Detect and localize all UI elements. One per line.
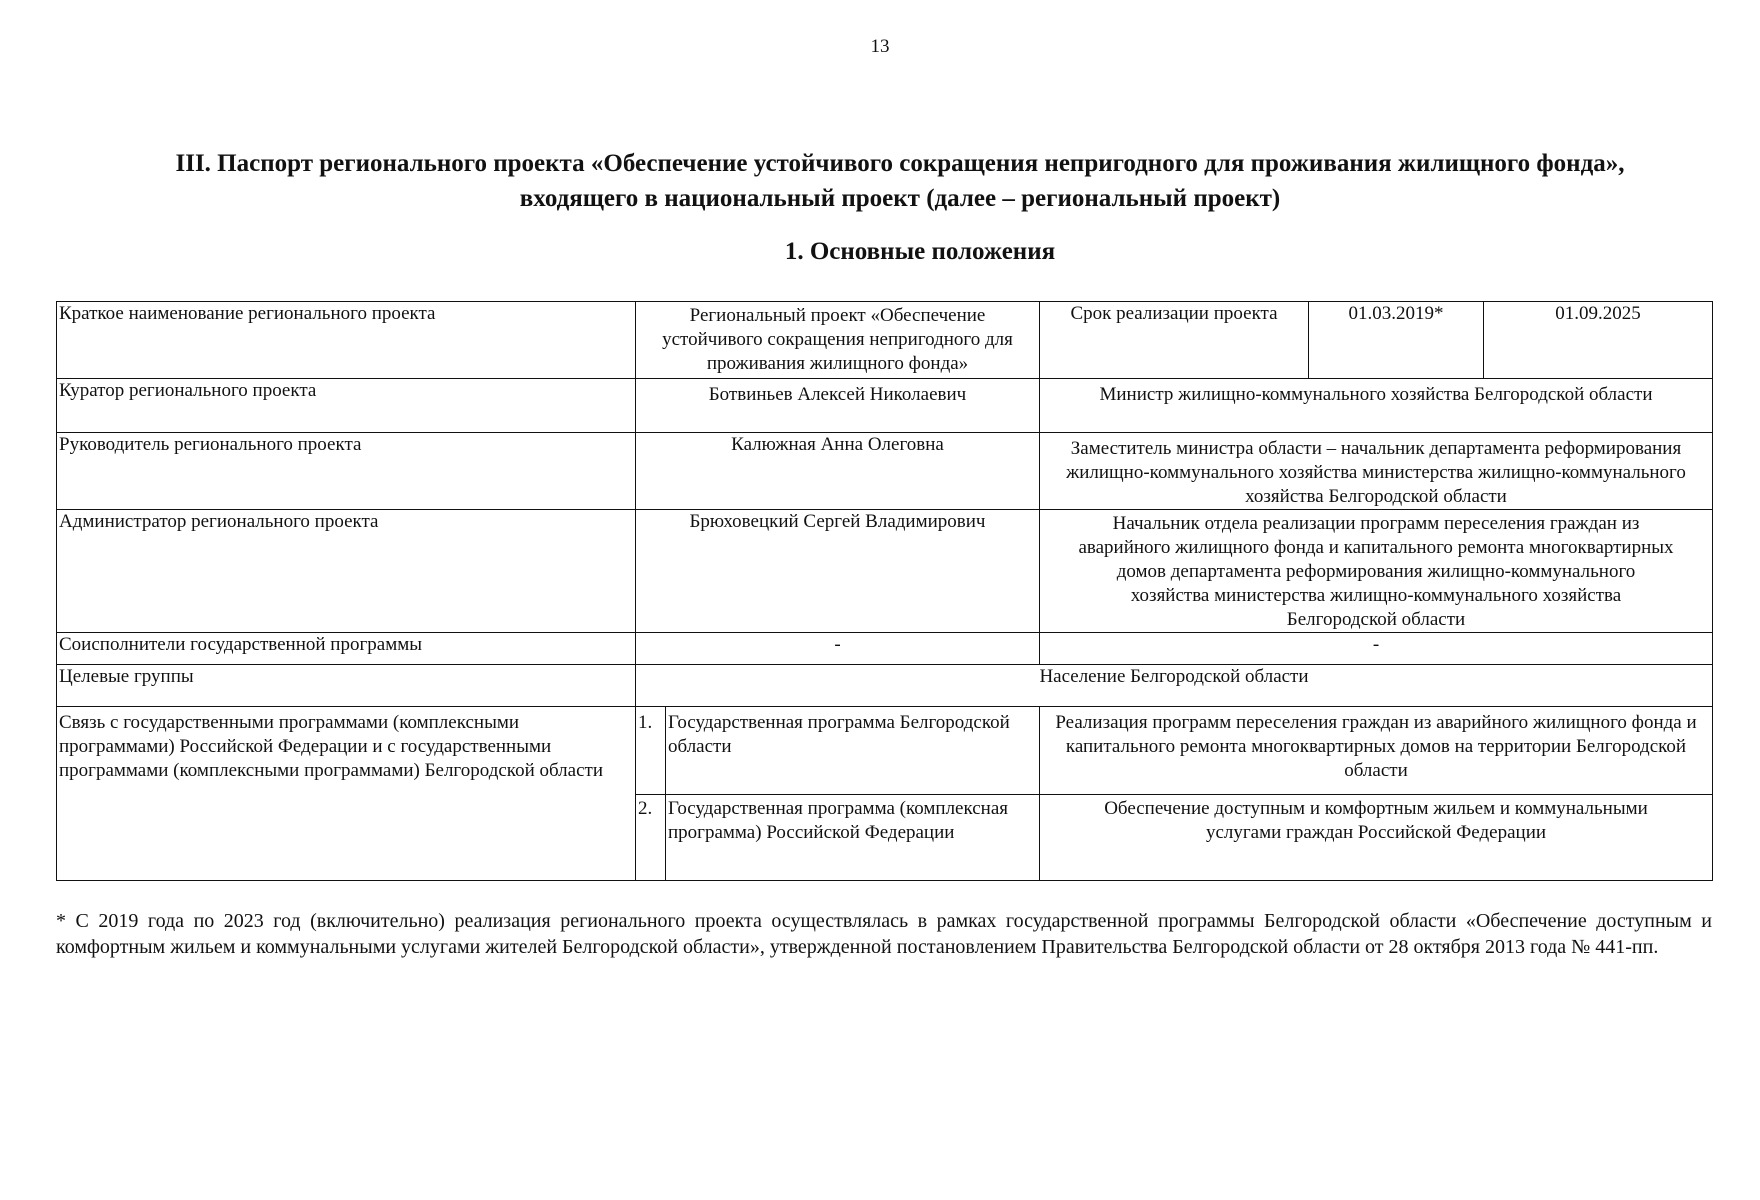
curator-name: Ботвиньев Алексей Николаевич	[636, 379, 1040, 433]
curator-label: Куратор регионального проекта	[57, 379, 636, 433]
term-end: 01.09.2025	[1484, 302, 1713, 379]
coexecutors-value: -	[1040, 633, 1713, 665]
table-row	[57, 665, 1713, 707]
table-row	[57, 379, 1713, 433]
table-row	[57, 433, 1713, 510]
term-start: 01.03.2019*	[1309, 302, 1484, 379]
target-groups-value: Население Белгородской области	[636, 665, 1713, 707]
link-item-type: Государственная программа Белгородской области	[666, 707, 1040, 795]
section-heading: 1. Основные положения	[784, 238, 1056, 265]
coexecutors-label: Соисполнители государственной программы	[57, 633, 636, 665]
link-item-type: Государственная программа (комплексная программа) Российской Федерации	[666, 795, 1040, 881]
table-row	[57, 633, 1713, 665]
table-row	[57, 707, 1713, 795]
administrator-name: Брюховецкий Сергей Владимирович	[636, 510, 1040, 633]
short-name-label: Краткое наименование регионального проекта	[57, 302, 636, 379]
term-label: Срок реализации проекта	[1040, 302, 1309, 379]
coexecutors-value: -	[636, 633, 1040, 665]
link-item-number: 1.	[636, 707, 666, 795]
administrator-label: Администратор регионального проекта	[57, 510, 636, 633]
footnote: * С 2019 года по 2023 год (включительно) реализация регионального проекта осуществлялась в рамках государственной программы Белгородской области «Обеспечение доступным и комфортным жильем и коммунальными услугами жителей Белгородской области», утвержденной постановлением Правительства Белгородской области от 28 октября 2013 года № 441-пп.	[56, 910, 1712, 958]
link-item-name: Реализация программ переселения граждан из аварийного жилищного фонда и капитального ремонта многоквартирных домов на территории Белгородской области	[1040, 707, 1713, 795]
short-name-value: Региональный проект «Обеспечение устойчивого сокращения непригодного для проживания жилищного фонда»	[636, 302, 1040, 379]
head-label: Руководитель регионального проекта	[57, 433, 636, 510]
curator-position: Министр жилищно-коммунального хозяйства Белгородской области	[1040, 379, 1713, 433]
link-item-name: Обеспечение доступным и комфортным жильем и коммунальными услугами граждан Российской Федерации	[1040, 795, 1713, 881]
head-name: Калюжная Анна Олеговна	[636, 433, 1040, 510]
page-number: 13	[870, 36, 890, 57]
table-row	[57, 302, 1713, 379]
link-item-number: 2.	[636, 795, 666, 881]
target-groups-label: Целевые группы	[57, 665, 636, 707]
head-position: Заместитель министра области – начальник департамента реформирования жилищно-коммунального хозяйства министерства жилищно-коммунального хозяйства Белгородской области	[1040, 433, 1713, 510]
passport-table	[56, 301, 1713, 881]
administrator-position: Начальник отдела реализации программ переселения граждан из аварийного жилищного фонда и капитального ремонта многоквартирных домов департамента реформирования жилищно-коммунального хозяйства министерства жилищно-коммунального хозяйства Белгородской области	[1040, 510, 1713, 633]
table-row	[57, 510, 1713, 633]
document-title: III. Паспорт регионального проекта «Обеспечение устойчивого сокращения непригодного для проживания жилищного фонда», входящего в национальный проект (далее – региональный проект)	[175, 150, 1625, 212]
links-label: Связь с государственными программами (комплексными программами) Российской Федерации и с государственными программами (комплексными программами) Белгородской области	[57, 707, 636, 881]
